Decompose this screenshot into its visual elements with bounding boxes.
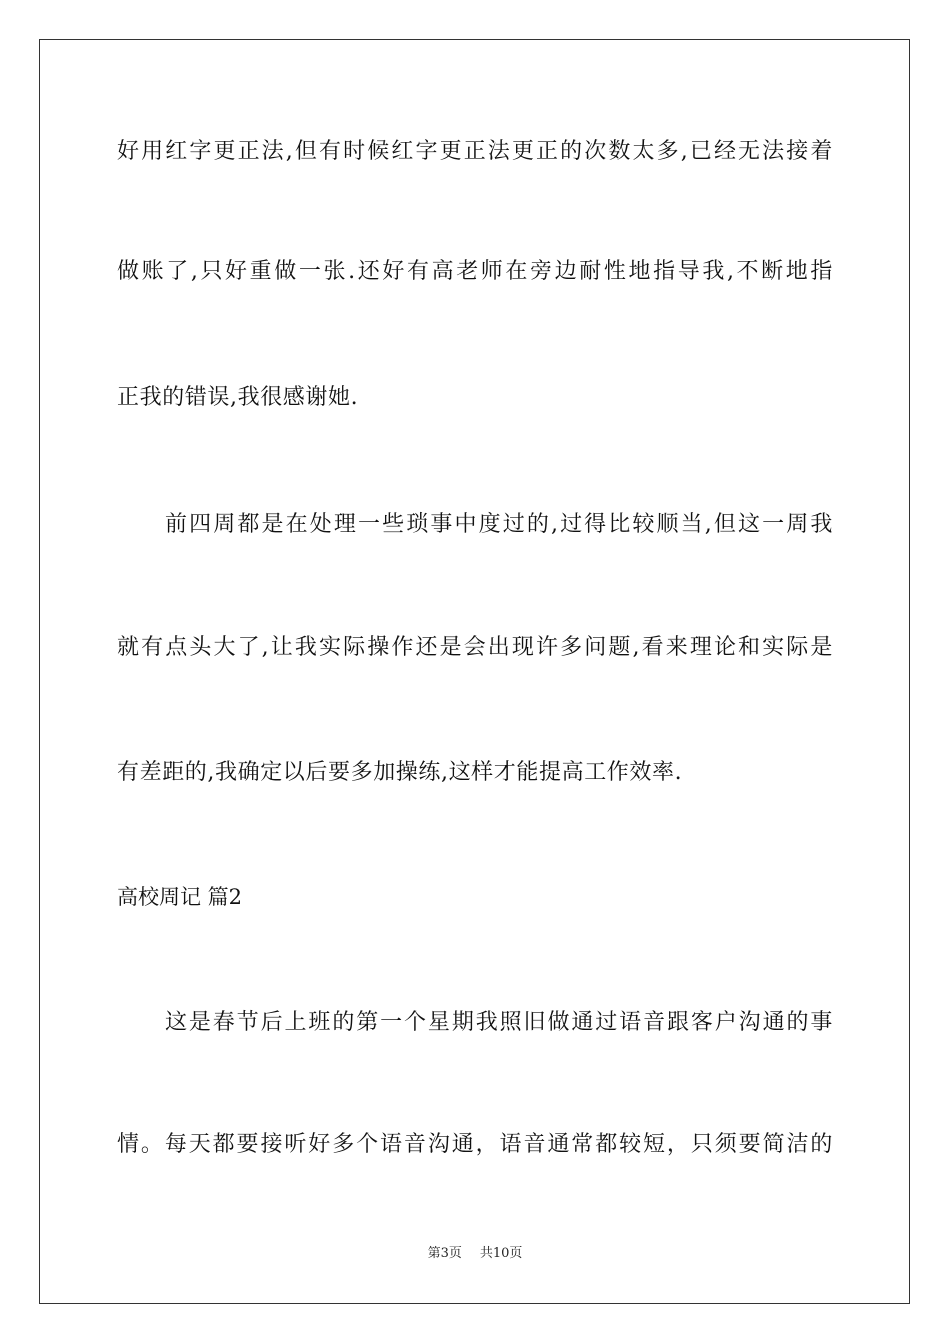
section-heading: 高校周记 篇2: [117, 885, 243, 909]
paragraph-line-3: 正我的错误,我很感谢她.: [117, 385, 359, 410]
page-footer: [0, 1245, 950, 1263]
page-border: [39, 39, 910, 1304]
page-number-total: 共10页: [479, 1246, 523, 1261]
paragraph-line-1: 好用红字更正法,但有时候红字更正法更正的次数太多,已经无法接着: [117, 139, 833, 164]
paragraph-line-5: 就有点头大了,让我实际操作还是会出现许多问题,看来理论和实际是: [117, 635, 833, 660]
paragraph-line-8: 情。每天都要接听好多个语音沟通，语音通常都较短，只须要简洁的: [117, 1132, 833, 1157]
paragraph-line-4: 前四周都是在处理一些琐事中度过的,过得比较顺当,但这一周我: [165, 512, 833, 537]
paragraph-line-6: 有差距的,我确定以后要多加操练,这样才能提高工作效率.: [117, 760, 683, 785]
page-number-current: 第3页: [427, 1246, 462, 1261]
paragraph-line-7: 这是春节后上班的第一个星期我照旧做通过语音跟客户沟通的事: [165, 1010, 833, 1035]
paragraph-line-2: 做账了,只好重做一张.还好有高老师在旁边耐性地指导我,不断地指: [117, 259, 833, 284]
